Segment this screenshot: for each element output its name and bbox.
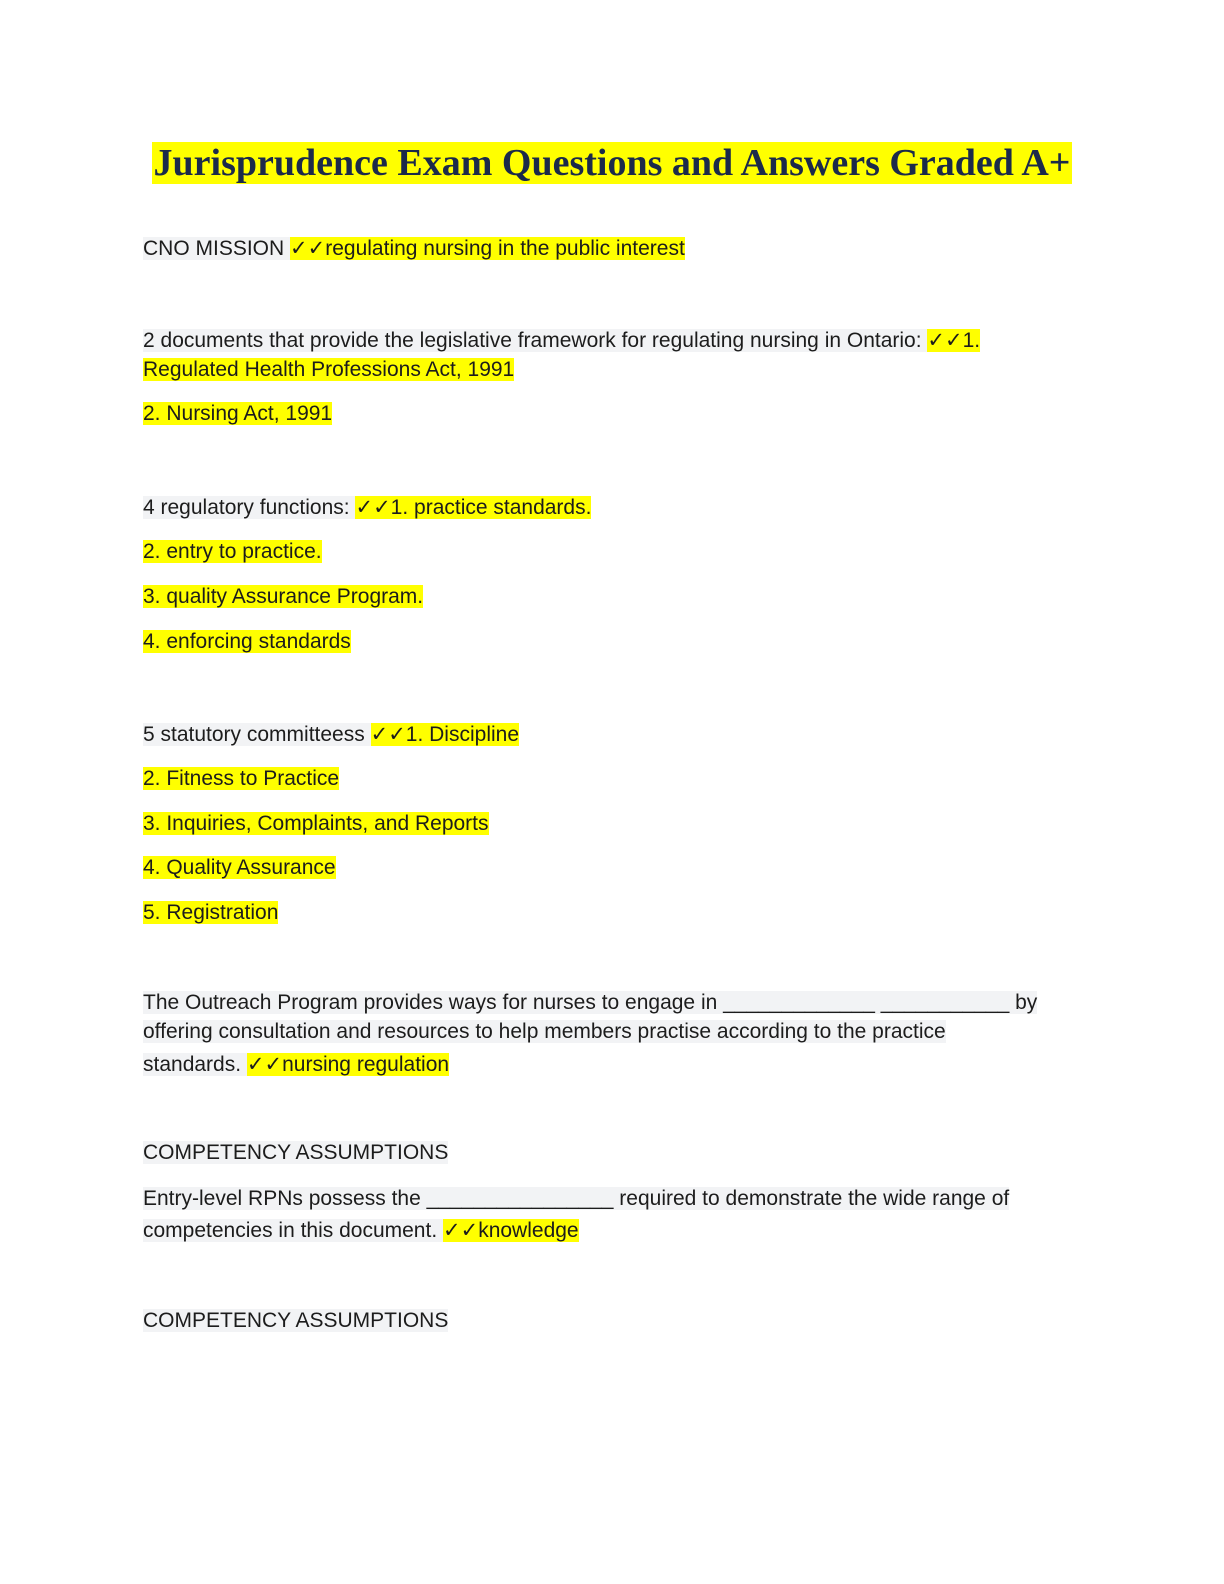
question-text: 2 documents that provide the legislative framework for regulating nursing in Ontario: xyxy=(143,329,922,352)
answer-line xyxy=(143,582,423,612)
double-check-icon: ✓✓ xyxy=(927,328,963,352)
qa-statutory-committees xyxy=(143,719,519,750)
double-check-icon: ✓✓ xyxy=(370,722,406,746)
answer-line xyxy=(143,809,489,839)
qa-cno-mission xyxy=(143,233,685,264)
question-text: CNO MISSION xyxy=(143,237,285,260)
answer-line xyxy=(143,627,351,657)
answer-text: 1. Discipline xyxy=(405,723,520,746)
answer-line xyxy=(143,355,514,385)
question-line xyxy=(143,1017,946,1047)
document-title xyxy=(0,140,1224,186)
answer-text: Regulated Health Professions Act, 1991 xyxy=(143,358,515,381)
double-check-icon: ✓✓ xyxy=(246,1052,283,1076)
answer-text: 1. xyxy=(962,329,981,352)
qa-regulatory-functions xyxy=(143,492,591,523)
double-check-icon: ✓✓ xyxy=(355,495,391,519)
question-text: standards. xyxy=(143,1053,242,1076)
answer-text: 2. Nursing Act, 1991 xyxy=(143,402,333,425)
question-text: 4 regulatory functions: xyxy=(143,496,350,519)
answer-text: knowledge xyxy=(478,1219,579,1242)
question-text: The Outreach Program provides ways for nurses to engage in _____________ ___________ by xyxy=(143,991,1038,1014)
answer-text: 5. Registration xyxy=(143,901,279,924)
answer-text: 3. quality Assurance Program. xyxy=(143,585,424,608)
question-text: Entry-level RPNs possess the ________________ required to demonstrate the wide range of xyxy=(143,1187,1010,1210)
double-check-icon: ✓✓ xyxy=(443,1218,479,1242)
question-text: offering consultation and resources to help members practise according to the practice xyxy=(143,1020,946,1043)
answer-line xyxy=(143,399,332,429)
section-heading xyxy=(143,1306,448,1336)
answer-line xyxy=(143,853,336,883)
question-line xyxy=(143,1184,1009,1214)
heading-text: COMPETENCY ASSUMPTIONS xyxy=(143,1309,449,1332)
question-line xyxy=(143,988,1037,1018)
qa-legislative-documents xyxy=(143,325,980,356)
answer-text: 4. Quality Assurance xyxy=(143,856,336,879)
section-heading xyxy=(143,1138,448,1168)
answer-text: nursing regulation xyxy=(282,1053,450,1076)
answer-line xyxy=(143,898,278,928)
answer-text: 2. Fitness to Practice xyxy=(143,767,340,790)
answer-text: 4. enforcing standards xyxy=(143,630,351,653)
double-check-icon: ✓✓ xyxy=(290,236,326,260)
answer-line xyxy=(143,764,339,794)
heading-text: COMPETENCY ASSUMPTIONS xyxy=(143,1141,449,1164)
answer-line xyxy=(143,537,322,567)
qa-outreach-program xyxy=(143,1049,449,1080)
answer-text: 3. Inquiries, Complaints, and Reports xyxy=(143,812,489,835)
answer-text: regulating nursing in the public interest xyxy=(325,237,685,260)
answer-text: 1. practice standards. xyxy=(390,496,592,519)
answer-text: 2. entry to practice. xyxy=(143,540,322,563)
question-text: competencies in this document. xyxy=(143,1219,438,1242)
question-text: 5 statutory committeess xyxy=(143,723,365,746)
document-title-text: Jurisprudence Exam Questions and Answers Graded A+ xyxy=(153,142,1071,184)
qa-entry-level-rpns xyxy=(143,1215,579,1246)
